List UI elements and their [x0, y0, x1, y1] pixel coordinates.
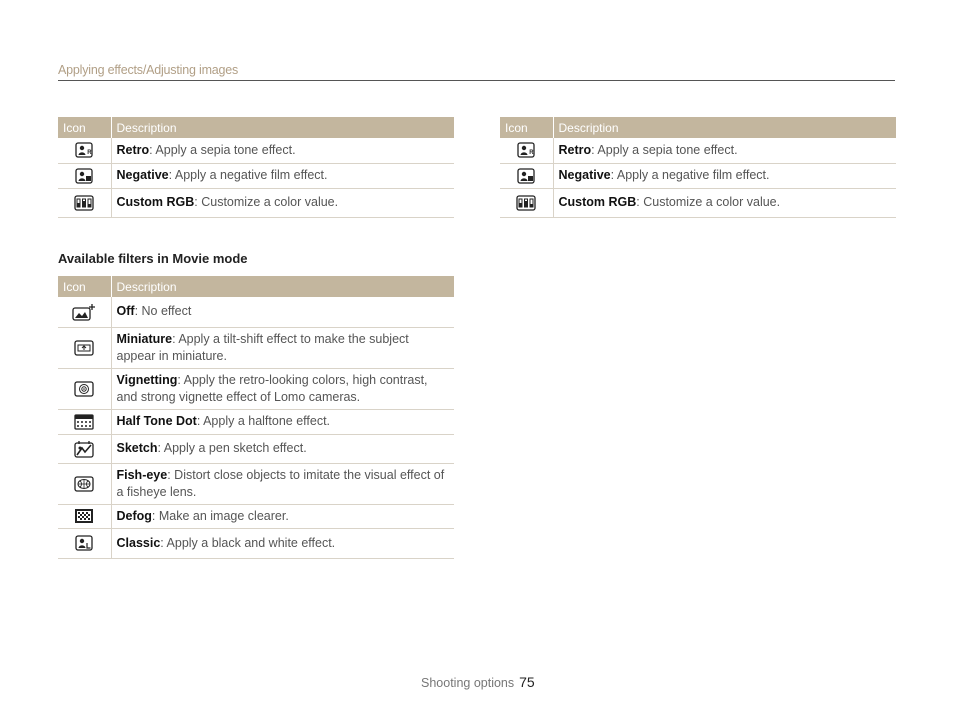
filter-description: : Apply a black and white effect. [160, 535, 336, 550]
filter-description: : Customize a color value. [194, 195, 339, 209]
filter-name: Negative [558, 168, 611, 182]
fish-eye-icon [74, 476, 94, 492]
retro-icon [75, 142, 93, 158]
icon-cell [500, 138, 553, 163]
icon-cell [58, 528, 111, 558]
description-cell [553, 188, 896, 217]
svg-text:R: R [87, 150, 92, 157]
table-row [500, 163, 896, 188]
movie-filters-table [58, 276, 454, 559]
table-row [500, 188, 896, 217]
table-row [58, 434, 454, 463]
table-row [58, 504, 454, 528]
vignetting-icon [74, 381, 94, 397]
description-cell [111, 327, 454, 368]
custom-rgb-icon [74, 195, 94, 211]
table-row [500, 138, 896, 163]
miniature-icon [74, 340, 94, 356]
negative-icon [517, 168, 535, 184]
table-header-row [58, 276, 454, 297]
page-number: 75 [519, 674, 535, 690]
custom-rgb-icon [516, 195, 536, 211]
icon-cell [500, 163, 553, 188]
filter-description: : Apply a pen sketch effect. [157, 441, 307, 455]
description-cell [111, 188, 454, 217]
retro-icon [517, 142, 535, 158]
table-header-row [500, 117, 896, 138]
table-row [58, 327, 454, 368]
icon-cell [58, 327, 111, 368]
icon-cell [58, 138, 111, 163]
table-row [58, 188, 454, 217]
filter-name: Fish-eye [116, 467, 168, 482]
header-icon: Icon [58, 117, 111, 138]
description-cell [111, 138, 454, 163]
filter-name: Vignetting [116, 372, 178, 387]
filter-name: Retro [116, 142, 150, 157]
footer-section-label: Shooting options [421, 676, 515, 690]
filter-name: Half Tone Dot [116, 414, 197, 428]
description-cell [553, 163, 896, 188]
filters-table-left [58, 117, 454, 218]
table-row [58, 368, 454, 409]
table-row [58, 409, 454, 434]
filter-name: Defog [116, 508, 152, 523]
icon-cell [58, 463, 111, 504]
sketch-icon [74, 440, 94, 458]
table-row [58, 528, 454, 558]
icon-cell [58, 409, 111, 434]
header-description: Description [553, 117, 896, 138]
table-row [58, 138, 454, 163]
icon-cell [58, 504, 111, 528]
filter-description: : Apply a sepia tone effect. [149, 142, 296, 157]
filter-name: Classic [116, 535, 161, 550]
description-cell [111, 297, 454, 327]
filter-name: Sketch [116, 441, 158, 455]
description-cell [111, 409, 454, 434]
filter-description: : Apply a tilt-shift effect to make the subject appear in miniature. [116, 331, 409, 363]
description-cell [111, 434, 454, 463]
description-cell [553, 138, 896, 163]
filter-description: : Make an image clearer. [151, 508, 289, 523]
running-head: Applying effects/Adjusting images [58, 62, 895, 81]
description-cell [111, 463, 454, 504]
filter-description: : Apply a sepia tone effect. [591, 142, 738, 157]
filter-name: Negative [116, 168, 169, 182]
filter-description: : Apply the retro-looking colors, high contrast, and strong vignette effect of Lomo cameras. [116, 372, 428, 404]
icon-cell [58, 297, 111, 327]
icon-cell [58, 163, 111, 188]
filter-description: : Distort close objects to imitate the visual effect of a fisheye lens. [116, 467, 445, 499]
description-cell [111, 163, 454, 188]
defog-icon [74, 508, 94, 524]
header-description: Description [111, 117, 454, 138]
filter-name: Retro [558, 142, 592, 157]
filter-name: Custom RGB [558, 195, 637, 209]
header-icon: Icon [500, 117, 553, 138]
table-header-row [58, 117, 454, 138]
filters-table-right [500, 117, 896, 218]
table-row [58, 163, 454, 188]
half-tone-dot-icon [74, 414, 94, 430]
table-row [58, 297, 454, 327]
filter-description: : Customize a color value. [636, 195, 781, 209]
table-row [58, 463, 454, 504]
filter-name: Custom RGB [116, 195, 195, 209]
section-title: Available filters in Movie mode [58, 251, 248, 266]
off-icon [72, 303, 96, 321]
icon-cell [58, 368, 111, 409]
classic-icon [75, 535, 93, 551]
filter-description: : Apply a negative film effect. [610, 168, 770, 182]
description-cell [111, 368, 454, 409]
icon-cell [58, 188, 111, 217]
svg-text:R: R [529, 150, 534, 157]
header-description: Description [111, 276, 454, 297]
header-icon: Icon [58, 276, 111, 297]
page-footer [421, 674, 535, 690]
description-cell [111, 504, 454, 528]
filter-description: : Apply a halftone effect. [196, 414, 331, 428]
filter-description: : No effect [134, 304, 192, 319]
negative-icon [75, 168, 93, 184]
filter-name: Miniature [116, 331, 173, 346]
filter-description: : Apply a negative film effect. [168, 168, 328, 182]
icon-cell [58, 434, 111, 463]
filter-name: Off [116, 304, 135, 319]
description-cell [111, 528, 454, 558]
icon-cell [500, 188, 553, 217]
